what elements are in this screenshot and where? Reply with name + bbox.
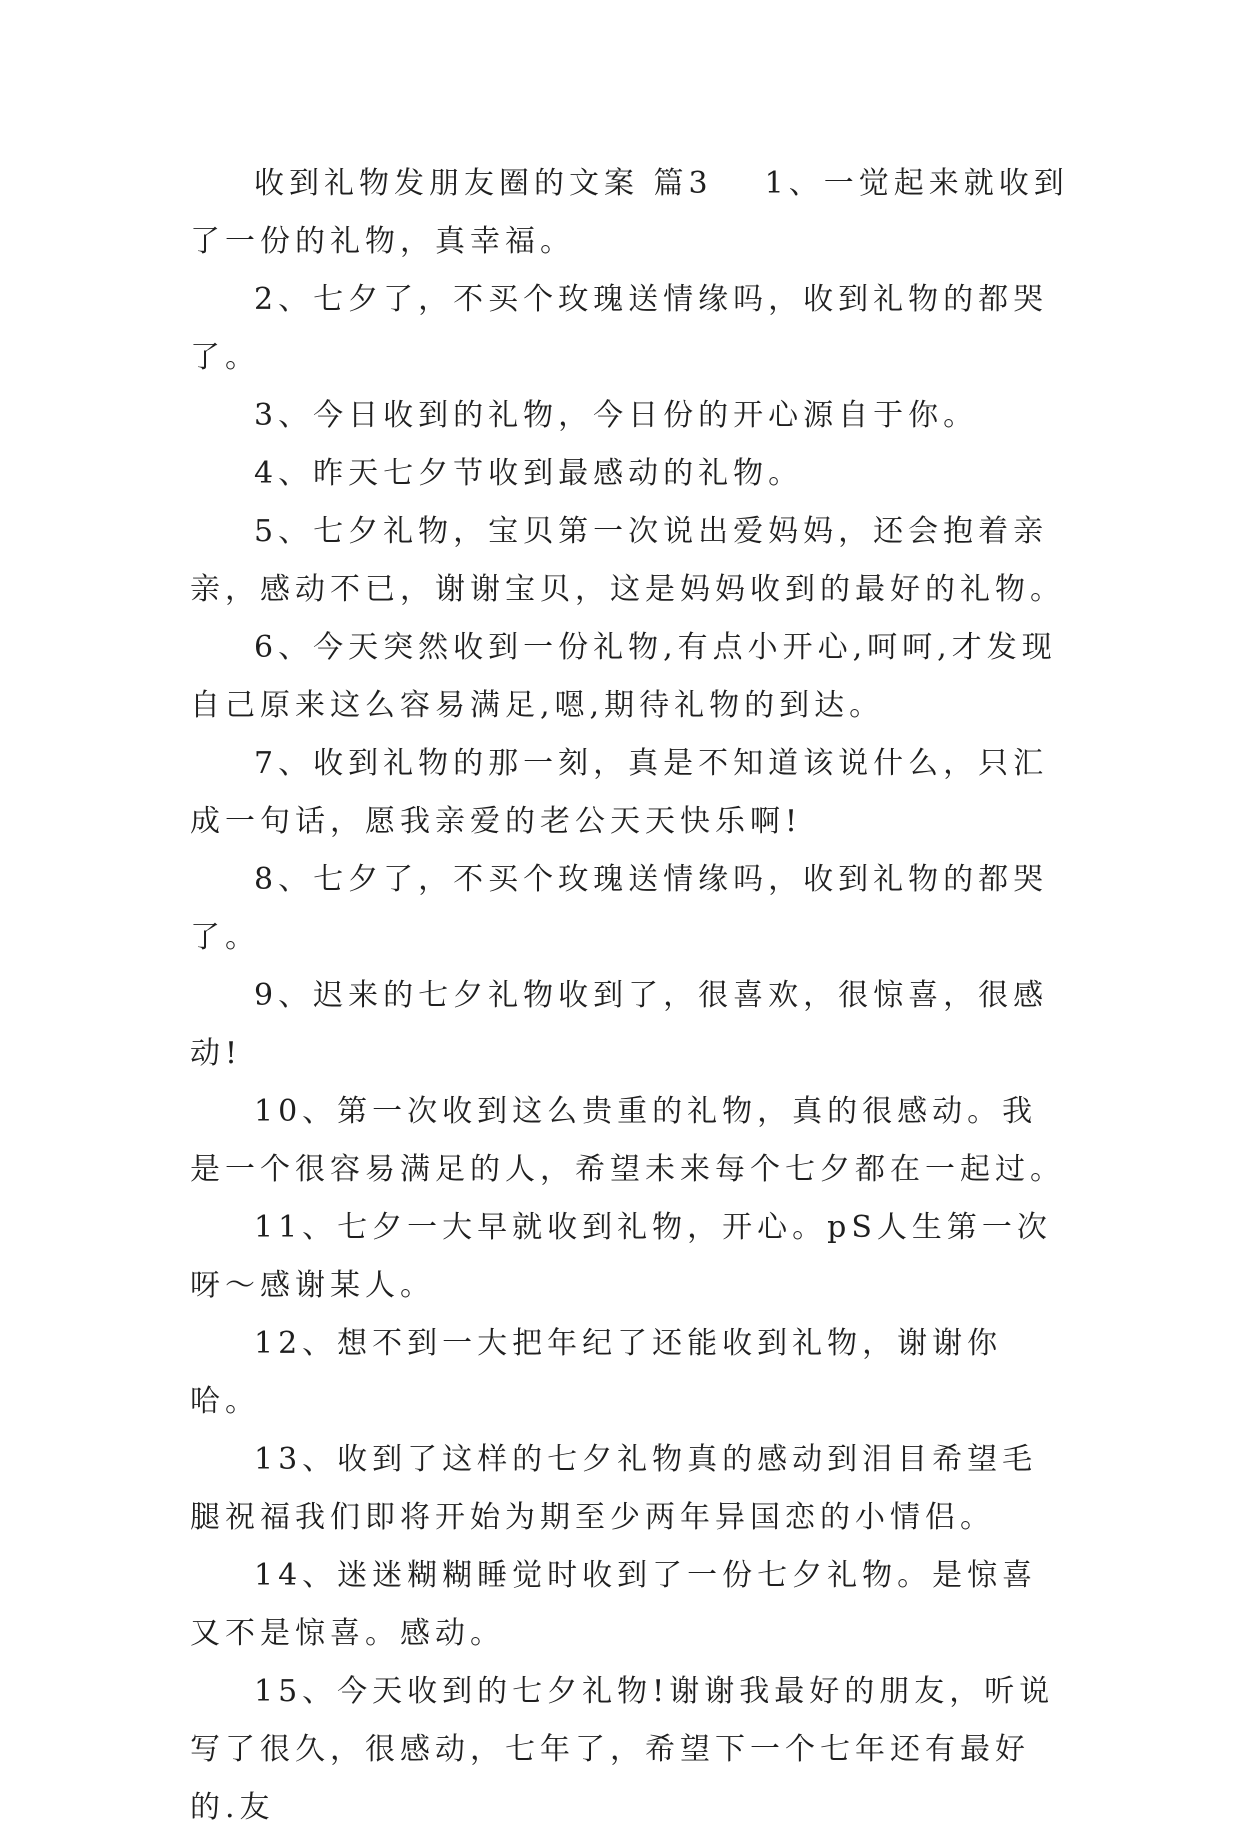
paragraph-11: 11、七夕一大早就收到礼物，开心。pS人生第一次呀～感谢某人。 (190, 1210, 1052, 1303)
paragraph-3: 3、今日收到的礼物，今日份的开心源自于你。 (254, 398, 979, 433)
paragraph-1: 1、一觉起来就收到了一份的礼物，真幸福。 (190, 166, 1069, 259)
paragraph-5: 5、七夕礼物，宝贝第一次说出爱妈妈，还会抱着亲亲，感动不已，谢谢宝贝，这是妈妈收到的最好的礼物。 (190, 514, 1065, 607)
title-paragraph (190, 155, 1070, 271)
document-title: 收到礼物发朋友圈的文案 篇3 (254, 166, 713, 201)
paragraph-12: 12、想不到一大把年纪了还能收到礼物，谢谢你哈。 (190, 1326, 1003, 1419)
paragraph-9: 9、迟来的七夕礼物收到了，很喜欢，很惊喜，很感动! (190, 978, 1049, 1071)
paragraph-2: 2、七夕了，不买个玫瑰送情缘吗，收到礼物的都哭了。 (190, 282, 1049, 375)
paragraph-7: 7、收到礼物的那一刻，真是不知道该说什么，只汇成一句话，愿我亲爱的老公天天快乐啊! (190, 746, 1049, 839)
paragraph-6: 6、今天突然收到一份礼物,有点小开心,呵呵,才发现自己原来这么容易满足,嗯,期待礼物的到达。 (190, 630, 1057, 723)
paragraph-4: 4、昨天七夕节收到最感动的礼物。 (254, 456, 804, 491)
paragraph-14: 14、迷迷糊糊睡觉时收到了一份七夕礼物。是惊喜又不是惊喜。感动。 (190, 1558, 1038, 1651)
paragraph-8: 8、七夕了，不买个玫瑰送情缘吗，收到礼物的都哭了。 (190, 862, 1049, 955)
document-body (190, 155, 1070, 1837)
paragraph-13: 13、收到了这样的七夕礼物真的感动到泪目希望毛腿祝福我们即将开始为期至少两年异国恋的小情侣。 (190, 1442, 1038, 1535)
paragraph-15: 15、今天收到的七夕礼物!谢谢我最好的朋友，听说写了很久，很感动，七年了，希望下一个七年还有最好的.友 (190, 1674, 1055, 1825)
paragraph-10: 10、第一次收到这么贵重的礼物，真的很感动。我是一个很容易满足的人，希望未来每个七夕都在一起过。 (190, 1094, 1065, 1187)
